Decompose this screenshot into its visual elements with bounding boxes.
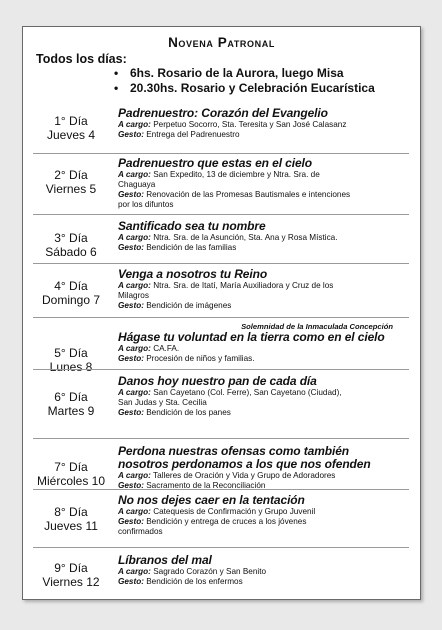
gesto-text: Renovación de las Promesas Bautismales e intenciones: [146, 190, 351, 199]
gesto-label: Gesto:: [118, 130, 144, 139]
day-title: Hágase tu voluntad en la tierra como en el cielo: [118, 330, 385, 344]
day-label: [23, 505, 119, 533]
day-number: 1° Día: [54, 114, 88, 128]
cargo-line: [118, 388, 414, 398]
day-content: [118, 494, 414, 537]
bullet-icon: •: [114, 81, 119, 95]
day-number: 9° Día: [54, 561, 88, 575]
schedule-text: 20.30hs. Rosario y Celebración Eucarística: [130, 81, 375, 95]
gesto-label: Gesto:: [118, 190, 144, 199]
gesto-text: Bendición de los enfermos: [146, 577, 243, 586]
todos-label: Todos los días:: [36, 52, 127, 66]
cargo-line: [118, 567, 414, 577]
day-title: No nos dejes caer en la tentación: [118, 493, 305, 507]
gesto-line: [118, 200, 414, 210]
gesto-line: [118, 408, 414, 418]
day-title: Líbranos del mal: [118, 553, 212, 567]
gesto-text: Bendición de los panes: [146, 408, 231, 417]
day-weekday: Miércoles 10: [36, 474, 106, 488]
day-title: Santificado sea tu nombre: [118, 219, 266, 233]
gesto-label: Gesto:: [118, 517, 144, 526]
cargo-text: San Cayetano (Col. Ferre), San Cayetano (Ciudad),: [153, 388, 342, 397]
solemnity-note: Solemnidad de la Inmaculada Concepción: [241, 322, 393, 331]
cargo-label: A cargo:: [118, 567, 151, 576]
cargo-line: [118, 281, 414, 291]
gesto-line: [118, 301, 414, 311]
day-label: [23, 279, 119, 307]
day-content: [118, 268, 414, 311]
page-title: Novena Patronal: [168, 35, 275, 50]
day-number: 6° Día: [54, 390, 88, 404]
day-title: Danos hoy nuestro pan de cada día: [118, 374, 317, 388]
day-number: 5° Día: [54, 346, 88, 360]
gesto-text: Sacramento de la Reconciliación: [146, 481, 266, 490]
daily-schedule: [114, 66, 375, 96]
divider: [33, 369, 409, 370]
cargo-text: Milagros: [118, 291, 149, 300]
day-content: [118, 554, 414, 587]
cargo-line: [118, 120, 414, 130]
cargo-label: A cargo:: [118, 471, 151, 480]
gesto-text: por los difuntos: [118, 200, 174, 209]
day-title: Padrenuestro que estas en el cielo: [118, 156, 313, 170]
cargo-line: [118, 291, 414, 301]
day-weekday: Jueves 11: [44, 519, 98, 533]
day-number: 8° Día: [54, 505, 88, 519]
gesto-label: Gesto:: [118, 577, 144, 586]
day-content: [118, 107, 414, 140]
divider: [33, 547, 409, 548]
cargo-line: [118, 344, 414, 354]
day-label: [23, 561, 119, 589]
novena-sheet: [22, 26, 421, 600]
gesto-label: Gesto:: [118, 301, 144, 310]
gesto-text: Procesión de niños y familias.: [146, 354, 255, 363]
cargo-line: [118, 398, 414, 408]
bullet-icon: •: [114, 66, 119, 80]
day-content: [118, 220, 414, 253]
day-content: [118, 375, 414, 418]
schedule-item: [114, 81, 375, 96]
cargo-label: A cargo:: [118, 233, 151, 242]
day-number: 4° Día: [54, 279, 88, 293]
day-weekday: Viernes 5: [45, 182, 97, 196]
day-label: [23, 390, 119, 418]
cargo-label: A cargo:: [118, 507, 151, 516]
divider: [33, 214, 409, 215]
divider: [33, 153, 409, 154]
divider: [33, 489, 409, 490]
day-content: [118, 331, 414, 364]
cargo-text: Ntra. Sra. de Itatí, María Auxiliadora y Cruz de los: [153, 281, 334, 290]
day-title: Padrenuestro: Corazón del Evangelio: [118, 106, 328, 120]
cargo-label: A cargo:: [118, 170, 151, 179]
day-weekday: Lunes 8: [49, 360, 93, 374]
day-number: 3° Día: [54, 231, 88, 245]
cargo-line: [118, 170, 414, 180]
divider: [33, 263, 409, 264]
cargo-text: San Expedito, 13 de diciembre y Ntra. Sra. de: [153, 170, 320, 179]
gesto-text: Bendición y entrega de cruces a los jóvenes: [146, 517, 307, 526]
divider: [33, 317, 409, 318]
day-weekday: Jueves 4: [46, 128, 96, 142]
day-content: [118, 445, 414, 491]
cargo-line: [118, 507, 414, 517]
day-number: 7° Día: [54, 460, 88, 474]
day-weekday: Sábado 6: [45, 245, 97, 259]
gesto-label: Gesto:: [118, 243, 144, 252]
cargo-text: CA.FA.: [153, 344, 180, 353]
day-content: [118, 157, 414, 210]
gesto-line: [118, 577, 414, 587]
cargo-label: A cargo:: [118, 344, 151, 353]
gesto-text: Entrega del Padrenuestro: [146, 130, 240, 139]
cargo-line: [118, 233, 414, 243]
day-title: nosotros perdonamos a los que nos ofenden: [118, 457, 371, 471]
cargo-line: [118, 180, 414, 190]
gesto-label: Gesto:: [118, 481, 144, 490]
gesto-text: Bendición de las familias: [146, 243, 237, 252]
day-title: Venga a nosotros tu Reino: [118, 267, 268, 281]
cargo-text: Perpetuo Socorro, Sta. Teresita y San José Calasanz: [153, 120, 347, 129]
day-label: [23, 114, 119, 142]
schedule-item: [114, 66, 375, 81]
day-label: [23, 168, 119, 196]
gesto-line: [118, 517, 414, 527]
cargo-label: A cargo:: [118, 388, 151, 397]
gesto-label: Gesto:: [118, 354, 144, 363]
cargo-text: Chaguaya: [118, 180, 156, 189]
gesto-line: [118, 527, 414, 537]
day-number: 2° Día: [54, 168, 88, 182]
day-weekday: Viernes 12: [42, 575, 100, 589]
cargo-text: San Judas y Sta. Cecilia: [118, 398, 207, 407]
gesto-label: Gesto:: [118, 408, 144, 417]
cargo-line: [118, 471, 414, 481]
day-label: [23, 460, 119, 488]
gesto-text: confirmados: [118, 527, 163, 536]
schedule-text: 6hs. Rosario de la Aurora, luego Misa: [130, 66, 344, 80]
cargo-text: Ntra. Sra. de la Asunción, Sta. Ana y Rosa Mística.: [153, 233, 338, 242]
day-label: [23, 231, 119, 259]
gesto-line: [118, 354, 414, 364]
cargo-text: Talleres de Oración y Vida y Grupo de Adoradores: [153, 471, 336, 480]
day-weekday: Domingo 7: [41, 293, 101, 307]
day-weekday: Martes 9: [47, 404, 95, 418]
cargo-text: Sagrado Corazón y San Benito: [153, 567, 267, 576]
divider: [33, 438, 409, 439]
gesto-text: Bendición de imágenes: [146, 301, 232, 310]
cargo-label: A cargo:: [118, 281, 151, 290]
cargo-text: Catequesis de Confirmación y Grupo Juvenil: [153, 507, 316, 516]
gesto-line: [118, 190, 414, 200]
day-title: Perdona nuestras ofensas como también: [118, 444, 350, 458]
cargo-label: A cargo:: [118, 120, 151, 129]
gesto-line: [118, 130, 414, 140]
gesto-line: [118, 243, 414, 253]
